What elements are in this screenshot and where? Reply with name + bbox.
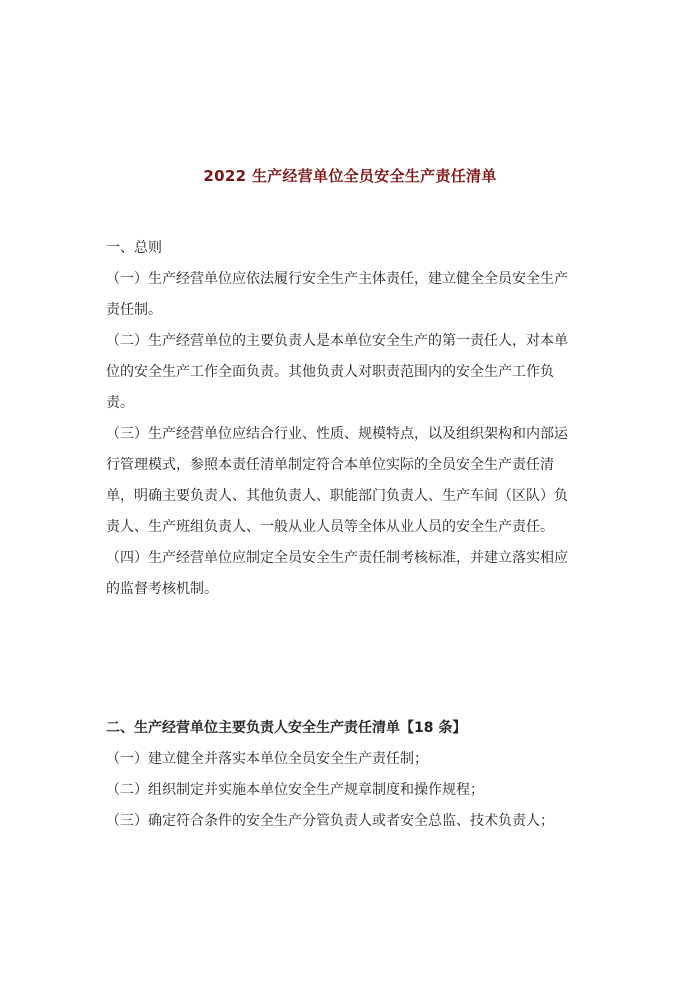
list-item-1: （一）建立健全并落实本单位全员安全生产责任制； [106, 751, 428, 767]
paragraph-2-line-3: 责。 [106, 395, 134, 411]
section-general [106, 233, 594, 605]
paragraph-3-line-2: 行管理模式，参照本责任清单制定符合本单位实际的全员安全生产责任清 [106, 457, 554, 473]
paragraph-4-line-1: （四）生产经营单位应制定全员安全生产责任制考核标准，并建立落实相应 [106, 550, 568, 566]
paragraph-4-line-2: 的监督考核机制。 [106, 581, 218, 597]
paragraph-1-line-1: （一）生产经营单位应依法履行安全生产主体责任，建立健全全员安全生产 [106, 271, 568, 287]
section-heading-main-responsible: 二、生产经营单位主要负责人安全生产责任清单【18 条】 [106, 720, 467, 736]
paragraph-3-line-4: 责人、生产班组负责人、一般从业人员等全体从业人员的安全生产责任。 [106, 519, 554, 535]
section-heading-general: 一、总则 [106, 240, 162, 256]
list-item-2: （二）组织制定并实施本单位安全生产规章制度和操作规程； [106, 782, 484, 798]
paragraph-2-line-2: 位的安全生产工作全面负责。其他负责人对职责范围内的安全生产工作负 [106, 364, 554, 380]
document-title: 2022 生产经营单位全员安全生产责任清单 [203, 167, 497, 185]
paragraph-1-line-2: 责任制。 [106, 302, 162, 318]
paragraph-3-line-1: （三）生产经营单位应结合行业、性质、规模特点，以及组织架构和内部运 [106, 426, 568, 442]
section-main-responsible [106, 713, 594, 837]
list-item-3: （三）确定符合条件的安全生产分管负责人或者安全总监、技术负责人； [106, 813, 554, 829]
paragraph-3-line-3: 单，明确主要负责人、其他负责人、职能部门负责人、生产车间（区队）负 [106, 488, 568, 504]
paragraph-2-line-1: （二）生产经营单位的主要负责人是本单位安全生产的第一责任人，对本单 [106, 333, 568, 349]
